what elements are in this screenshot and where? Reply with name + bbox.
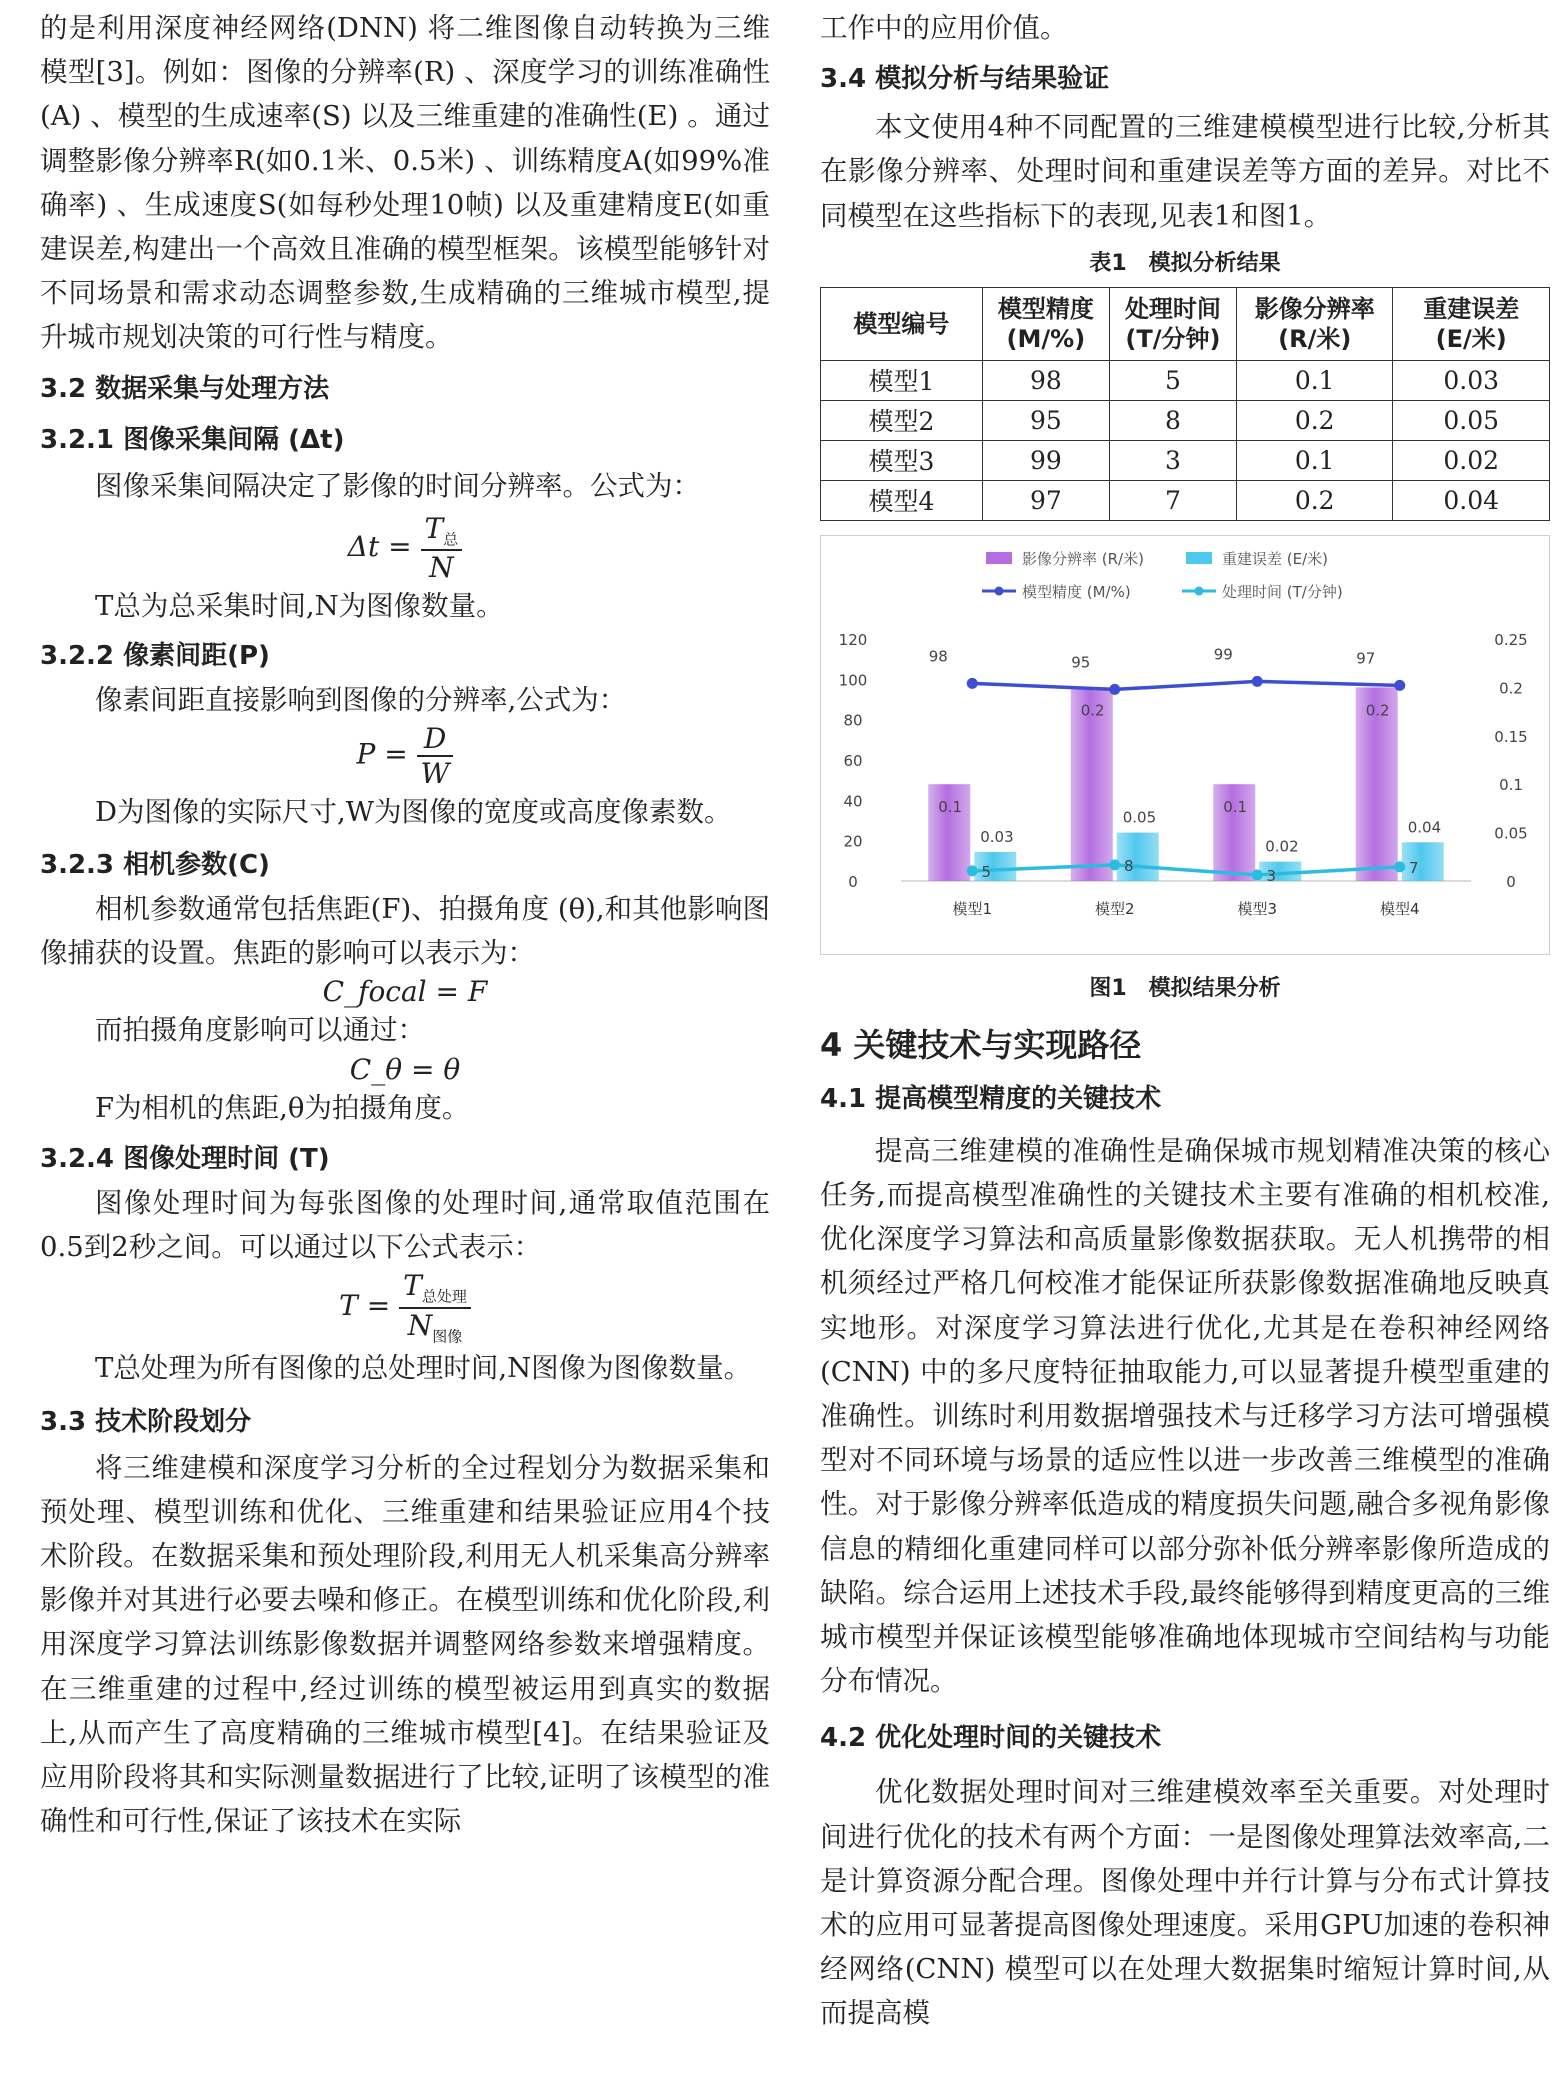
eq5-den: N	[407, 1308, 433, 1342]
table-cell: 0.2	[1236, 400, 1393, 440]
table-cell: 模型3	[821, 440, 983, 480]
line-data-label: 95	[1071, 653, 1091, 672]
table-cell: 97	[982, 480, 1109, 520]
table-cell: 模型1	[821, 360, 983, 400]
line-data-label: 99	[1213, 645, 1233, 664]
eq5-num: T	[403, 1269, 422, 1303]
heading-3-2-1: 3.2.1 图像采集间隔 (Δt)	[40, 424, 345, 455]
para-3-2-3-c: F为相机的焦距,θ为拍摄角度。	[95, 1091, 470, 1124]
x-tick-label: 模型4	[1379, 899, 1420, 918]
point-time	[1252, 869, 1263, 880]
equation-t	[40, 1269, 770, 1346]
chart-svg	[821, 536, 1548, 954]
eq1-lhs: Δt =	[347, 529, 412, 563]
table-cell: 0.03	[1393, 360, 1550, 400]
para-3-2-4: 图像处理时间为每张图像的处理时间,通常取值范围在0.5到2秒之间。可以通过以下公式表示：	[40, 1186, 770, 1264]
legend-label: 处理时间 (T/分钟)	[1222, 582, 1343, 601]
point-accuracy	[1394, 680, 1405, 691]
point-time	[1109, 859, 1120, 870]
table-header-row	[821, 287, 1550, 360]
y-left-tick-label: 80	[843, 711, 863, 730]
y-left-tick-label: 0	[848, 872, 858, 891]
results-table	[820, 287, 1550, 521]
table-header-cell: 模型编号	[821, 287, 983, 360]
para-3-2-3-b: 而拍摄角度影响可以通过：	[95, 1014, 425, 1047]
intro-paragraph: 的是利用深度神经网络(DNN) 将二维图像自动转换为三维模型[3]。例如：图像的分辨率(R) 、深度学习的训练准确性(A) 、模型的生成速率(S) 以及三维重建的准确性(E) 。通过调整影像分辨率R(如0.1米、0.5米) 、训练精度A(如99%准确率) 、生成速度S(如每秒处理10帧) 以及重建精度E(如重建误差,构建出一个高效且准确的模型框架。该模型能够针对不同场景和需求动态调整参数,生成精确的三维城市模型,提升城市规划决策的可行性与精度。	[40, 12, 770, 354]
y-right-tick-label: 0.15	[1494, 727, 1528, 746]
table-cell: 99	[982, 440, 1109, 480]
para-4-2: 优化数据处理时间对三维建模效率至关重要。对处理时间进行优化的技术有两个方面：一是图像处理算法效率高,二是计算资源分配合理。图像处理中并行计算与分布式计算技术的应用可显著提高图像处理速度。采用GPU加速的卷积神经网络(CNN) 模型可以在处理大数据集时缩短计算时间,从而提高模	[820, 1776, 1550, 2030]
legend-label: 重建误差 (E/米)	[1222, 549, 1329, 568]
eq2-num: D	[417, 722, 454, 757]
right-column	[820, 0, 1550, 2036]
bar-data-label: 0.03	[980, 827, 1014, 846]
eq1-fraction	[421, 512, 463, 585]
y-left-tick-label: 120	[838, 630, 868, 649]
table-cell: 7	[1109, 480, 1236, 520]
y-left-tick-label: 100	[838, 671, 868, 690]
line-data-label: 97	[1356, 649, 1376, 668]
equation-c-focal: C_focal = F	[322, 975, 488, 1009]
figure-chart	[820, 535, 1550, 955]
table-row	[821, 360, 1550, 400]
line-data-label: 98	[928, 647, 948, 666]
point-accuracy	[1109, 684, 1120, 695]
para-3-3: 将三维建模和深度学习分析的全过程划分为数据采集和预处理、模型训练和优化、三维重建和结果验证应用4个技术阶段。在数据采集和预处理阶段,利用无人机采集高分辨率影像并对其进行必要去噪和修正。在模型训练和优化阶段,利用深度学习算法训练影像数据并调整网络参数来增强精度。在三维重建的过程中,经过训练的模型被运用到真实的数据上,从而产生了高度精确的三维城市模型[4]。在结果验证及应用阶段将其和实际测量数据进行了比较,证明了该模型的准确性和可行性,保证了该技术在实际	[40, 1451, 770, 1838]
line-data-label: 5	[981, 862, 992, 881]
table-cell: 95	[982, 400, 1109, 440]
table-header-cell: 处理时间 (T/分钟)	[1109, 287, 1236, 360]
table-cell: 0.05	[1393, 400, 1550, 440]
table-cell: 3	[1109, 440, 1236, 480]
equation-c-theta: C_θ = θ	[349, 1052, 461, 1086]
legend-swatch-marker	[995, 586, 1004, 595]
eq5-fraction	[399, 1269, 471, 1346]
y-right-tick-label: 0.05	[1494, 824, 1528, 843]
table-cell: 98	[982, 360, 1109, 400]
eq2-fraction	[417, 722, 454, 790]
table-cell: 5	[1109, 360, 1236, 400]
table-header-cell: 重建误差 (E/米)	[1393, 287, 1550, 360]
x-tick-label: 模型2	[1094, 899, 1135, 918]
point-time	[1394, 861, 1405, 872]
eq5-lhs: T =	[339, 1289, 391, 1323]
para-3-4: 本文使用4种不同配置的三维建模模型进行比较,分析其在影像分辨率、处理时间和重建误差等方面的差异。对比不同模型在这些指标下的表现,见表1和图1。	[820, 111, 1550, 232]
table-row	[821, 480, 1550, 520]
legend-swatch	[1186, 552, 1212, 564]
line-accuracy	[972, 681, 1400, 689]
heading-4: 4 关键技术与实现路径	[820, 1025, 1142, 1064]
line-data-label: 3	[1266, 866, 1277, 885]
bar-data-label: 0.05	[1122, 808, 1157, 827]
table-cell: 模型4	[821, 480, 983, 520]
bar-data-label: 0.2	[1080, 701, 1105, 720]
legend-label: 影像分辨率 (R/米)	[1022, 549, 1144, 568]
legend-swatch-marker	[1195, 586, 1204, 595]
bar-data-label: 0.04	[1407, 818, 1442, 837]
para-3-2-2-b: D为图像的实际尺寸,W为图像的宽度或高度像素数。	[95, 795, 732, 828]
eq5-num-sub: 总处理	[421, 1287, 467, 1306]
bar-data-label: 0.1	[1223, 798, 1248, 817]
para-3-2-1-b: T总为总采集时间,N为图像数量。	[95, 590, 504, 623]
table-cell: 0.04	[1393, 480, 1550, 520]
y-right-tick-label: 0	[1506, 872, 1516, 891]
legend-swatch	[986, 552, 1012, 564]
x-tick-label: 模型1	[952, 899, 993, 918]
heading-3-2-2: 3.2.2 像素间距(P)	[40, 640, 270, 671]
figure-caption: 图1 模拟结果分析	[1089, 975, 1281, 1001]
table-cell: 0.2	[1236, 480, 1393, 520]
bar-data-label: 0.02	[1265, 837, 1299, 856]
table-cell: 0.02	[1393, 440, 1550, 480]
eq5-den-sub: 图像	[432, 1327, 463, 1346]
y-right-tick-label: 0.1	[1499, 776, 1523, 795]
line-data-label: 8	[1123, 856, 1134, 875]
y-left-tick-label: 20	[843, 832, 863, 851]
x-tick-label: 模型3	[1237, 899, 1278, 918]
eq1-den: N	[429, 551, 454, 585]
legend-label: 模型精度 (M/%)	[1022, 582, 1131, 601]
eq2-den: W	[420, 756, 450, 790]
table-row	[821, 440, 1550, 480]
table-header-cell: 影像分辨率 (R/米)	[1236, 287, 1393, 360]
table-body	[821, 360, 1550, 520]
heading-4-1: 4.1 提高模型精度的关键技术	[820, 1083, 1162, 1114]
heading-4-2: 4.2 优化处理时间的关键技术	[820, 1723, 1162, 1754]
eq1-num: T	[424, 511, 444, 545]
para-3-2-1: 图像采集间隔决定了影像的时间分辨率。公式为：	[95, 469, 700, 502]
table-head	[821, 287, 1550, 360]
heading-3-2: 3.2 数据采集与处理方法	[40, 373, 330, 404]
para-3-2-4-b: T总处理为所有图像的总处理时间,N图像为图像数量。	[95, 1352, 752, 1385]
para-4-1: 提高三维建模的准确性是确保城市规划精准决策的核心任务,而提高模型准确性的关键技术主要有准确的相机校准,优化深度学习算法和高质量影像数据获取。无人机携带的相机须经过严格几何校准才能保证所获影像数据准确地反映真实地形。对深度学习算法进行优化,尤其是在卷积神经网络(CNN) 中的多尺度特征抽取能力,可以显著提升模型重建的准确性。训练时利用数据增强技术与迁移学习方法可增强模型对不同环境与场景的适应性以进一步改善三维模型的准确性。对于影像分辨率低造成的精度损失问题,融合多视角影像信息的精细化重建同样可以部分弥补低分辨率影像所造成的缺陷。综合运用上述技术手段,最终能够得到精度更高的三维城市模型并保证该模型能够准确地体现城市空间结构与功能分布情况。	[820, 1134, 1550, 1698]
point-time	[967, 865, 978, 876]
bar-data-label: 0.2	[1365, 701, 1390, 720]
equation-p	[40, 722, 770, 790]
y-right-tick-label: 0.2	[1499, 679, 1523, 698]
para-3-2-2: 像素间距直接影响到图像的分辨率,公式为：	[95, 683, 627, 716]
point-accuracy	[967, 678, 978, 689]
bar-data-label: 0.1	[938, 798, 963, 817]
y-right-tick-label: 0.25	[1494, 630, 1528, 649]
table-cell: 模型2	[821, 400, 983, 440]
eq2-lhs: P =	[356, 737, 408, 771]
heading-3-2-4: 3.2.4 图像处理时间 (T)	[40, 1143, 330, 1174]
point-accuracy	[1252, 676, 1263, 687]
table-header-cell: 模型精度 (M/%)	[982, 287, 1109, 360]
y-left-tick-label: 40	[843, 792, 863, 811]
table-cell: 0.1	[1236, 440, 1393, 480]
equation-delta-t	[40, 512, 770, 585]
table-cell: 8	[1109, 400, 1236, 440]
line-data-label: 7	[1408, 858, 1419, 877]
line-time	[972, 865, 1400, 875]
heading-3-4: 3.4 模拟分析与结果验证	[820, 64, 1110, 95]
eq1-num-sub: 总	[443, 530, 459, 549]
para-3-2-3: 相机参数通常包括焦距(F)、拍摄角度 (θ),和其他影响图像捕获的设置。焦距的影响可以表示为：	[40, 893, 770, 970]
para-top-continued: 工作中的应用价值。	[820, 12, 1068, 44]
left-column	[40, 0, 770, 1843]
heading-3-3: 3.3 技术阶段划分	[40, 1406, 252, 1437]
heading-3-2-3: 3.2.3 相机参数(C)	[40, 850, 270, 881]
y-left-tick-label: 60	[843, 751, 863, 770]
table-cell: 0.1	[1236, 360, 1393, 400]
table-caption: 表1 模拟分析结果	[1089, 250, 1281, 276]
table-row	[821, 400, 1550, 440]
